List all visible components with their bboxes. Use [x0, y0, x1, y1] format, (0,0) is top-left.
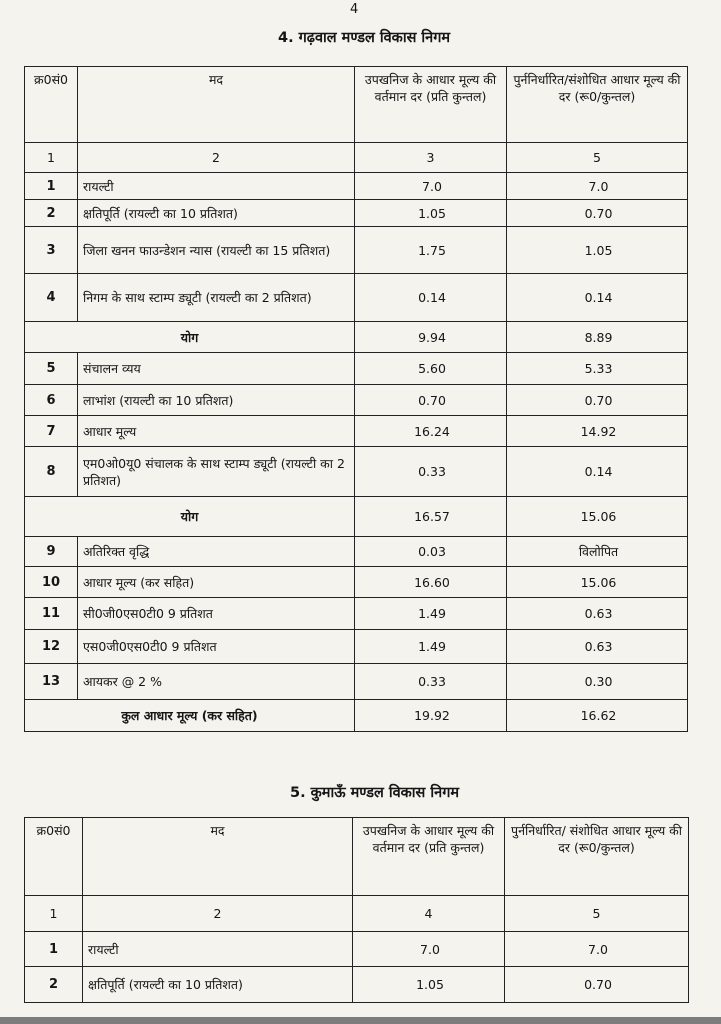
row-item: लाभांश (रायल्टी का 10 प्रतिशत)	[78, 385, 355, 416]
header-current-rate: उपखनिज के आधार मूल्य की वर्तमान दर (प्रति कुन्तल)	[355, 67, 507, 143]
index-cell: 1	[25, 143, 78, 173]
subtotal-label: योग	[25, 497, 355, 537]
header-current-rate: उपखनिज के आधार मूल्य की वर्तमान दर (प्रति कुन्तल)	[353, 818, 505, 896]
column-index-row	[25, 143, 688, 173]
row-item: क्षतिपूर्ति (रायल्टी का 10 प्रतिशत)	[78, 200, 355, 227]
index-cell: 3	[355, 143, 507, 173]
subtotal-row	[25, 497, 688, 537]
row-item: सी0जी0एस0टी0 9 प्रतिशत	[78, 598, 355, 630]
row-serial: 2	[25, 967, 83, 1003]
table-row	[25, 630, 688, 664]
table-row	[25, 932, 689, 967]
row-item: रायल्टी	[78, 173, 355, 200]
row-revised-rate: 1.05	[507, 227, 688, 274]
header-serial: क्र0सं0	[25, 67, 78, 143]
row-serial: 10	[25, 567, 78, 598]
row-revised-rate: 0.63	[507, 630, 688, 664]
table-row	[25, 537, 688, 567]
subtotal-row	[25, 322, 688, 353]
subtotal-label: योग	[25, 322, 355, 353]
table-row	[25, 200, 688, 227]
row-serial: 4	[25, 274, 78, 322]
row-revised-rate: 0.63	[507, 598, 688, 630]
index-cell: 5	[507, 143, 688, 173]
row-item: संचालन व्यय	[78, 353, 355, 385]
row-serial: 11	[25, 598, 78, 630]
row-current-rate: 1.05	[355, 200, 507, 227]
section-5-title: 5. कुमाऊँ मण्डल विकास निगम	[290, 785, 460, 801]
section-4-title: 4. गढ़वाल मण्डल विकास निगम	[278, 30, 451, 46]
row-item: रायल्टी	[83, 932, 353, 967]
row-current-rate: 7.0	[353, 932, 505, 967]
row-serial: 8	[25, 447, 78, 497]
subtotal-revised-rate: 8.89	[507, 322, 688, 353]
column-index-row	[25, 896, 689, 932]
row-serial: 9	[25, 537, 78, 567]
row-revised-rate: विलोपित	[507, 537, 688, 567]
row-serial: 1	[25, 173, 78, 200]
row-serial: 3	[25, 227, 78, 274]
header-item: मद	[83, 818, 353, 896]
row-current-rate: 7.0	[355, 173, 507, 200]
row-item: एम0ओ0यू0 संचालक के साथ स्टाम्प ड्यूटी (रायल्टी का 2 प्रतिशत)	[78, 447, 355, 497]
index-cell: 1	[25, 896, 83, 932]
row-revised-rate: 7.0	[507, 173, 688, 200]
table-row	[25, 447, 688, 497]
row-current-rate: 0.33	[355, 447, 507, 497]
row-item: अतिरिक्त वृद्धि	[78, 537, 355, 567]
row-serial: 12	[25, 630, 78, 664]
index-cell: 4	[353, 896, 505, 932]
header-revised-rate: पुर्ननिर्धारित/संशोधित आधार मूल्य की दर (रू0/कुन्तल)	[507, 67, 688, 143]
row-item: क्षतिपूर्ति (रायल्टी का 10 प्रतिशत)	[83, 967, 353, 1003]
row-revised-rate: 0.70	[507, 385, 688, 416]
row-current-rate: 5.60	[355, 353, 507, 385]
row-item: निगम के साथ स्टाम्प ड्यूटी (रायल्टी का 2 प्रतिशत)	[78, 274, 355, 322]
row-revised-rate: 15.06	[507, 567, 688, 598]
row-serial: 2	[25, 200, 78, 227]
garhwal-rate-table	[24, 66, 688, 732]
kumaon-rate-table	[24, 817, 689, 1003]
table-header-row	[25, 818, 689, 896]
table-row	[25, 967, 689, 1003]
subtotal-current-rate: 9.94	[355, 322, 507, 353]
table-row	[25, 227, 688, 274]
index-cell: 5	[505, 896, 689, 932]
table-row	[25, 353, 688, 385]
header-serial: क्र0सं0	[25, 818, 83, 896]
row-revised-rate: 5.33	[507, 353, 688, 385]
row-revised-rate: 0.14	[507, 274, 688, 322]
row-current-rate: 1.05	[353, 967, 505, 1003]
row-item: आधार मूल्य (कर सहित)	[78, 567, 355, 598]
row-item: आयकर @ 2 %	[78, 664, 355, 700]
table-row	[25, 385, 688, 416]
row-current-rate: 1.49	[355, 598, 507, 630]
header-revised-rate: पुर्ननिर्धारित/ संशोधित आधार मूल्य की दर (रू0/कुन्तल)	[505, 818, 689, 896]
row-current-rate: 0.33	[355, 664, 507, 700]
table-row	[25, 598, 688, 630]
row-current-rate: 1.49	[355, 630, 507, 664]
grand-total-label: कुल आधार मूल्य (कर सहित)	[25, 700, 355, 732]
table-row	[25, 173, 688, 200]
row-serial: 6	[25, 385, 78, 416]
row-current-rate: 1.75	[355, 227, 507, 274]
row-current-rate: 0.70	[355, 385, 507, 416]
grand-total-revised-rate: 16.62	[507, 700, 688, 732]
table-header-row	[25, 67, 688, 143]
header-item: मद	[78, 67, 355, 143]
page-number: 4	[350, 2, 359, 17]
row-revised-rate: 0.70	[505, 967, 689, 1003]
row-current-rate: 16.24	[355, 416, 507, 447]
row-serial: 1	[25, 932, 83, 967]
index-cell: 2	[83, 896, 353, 932]
grand-total-row	[25, 700, 688, 732]
subtotal-revised-rate: 15.06	[507, 497, 688, 537]
table-row	[25, 274, 688, 322]
row-current-rate: 0.14	[355, 274, 507, 322]
row-item: आधार मूल्य	[78, 416, 355, 447]
table-row	[25, 567, 688, 598]
index-cell: 2	[78, 143, 355, 173]
grand-total-current-rate: 19.92	[355, 700, 507, 732]
row-revised-rate: 14.92	[507, 416, 688, 447]
table-row	[25, 664, 688, 700]
row-revised-rate: 0.70	[507, 200, 688, 227]
table-row	[25, 416, 688, 447]
row-current-rate: 0.03	[355, 537, 507, 567]
row-item: एस0जी0एस0टी0 9 प्रतिशत	[78, 630, 355, 664]
scan-edge	[0, 1017, 721, 1024]
row-serial: 5	[25, 353, 78, 385]
row-revised-rate: 0.14	[507, 447, 688, 497]
row-item: जिला खनन फाउन्डेशन न्यास (रायल्टी का 15 प्रतिशत)	[78, 227, 355, 274]
row-serial: 7	[25, 416, 78, 447]
row-revised-rate: 0.30	[507, 664, 688, 700]
subtotal-current-rate: 16.57	[355, 497, 507, 537]
row-current-rate: 16.60	[355, 567, 507, 598]
row-serial: 13	[25, 664, 78, 700]
row-revised-rate: 7.0	[505, 932, 689, 967]
